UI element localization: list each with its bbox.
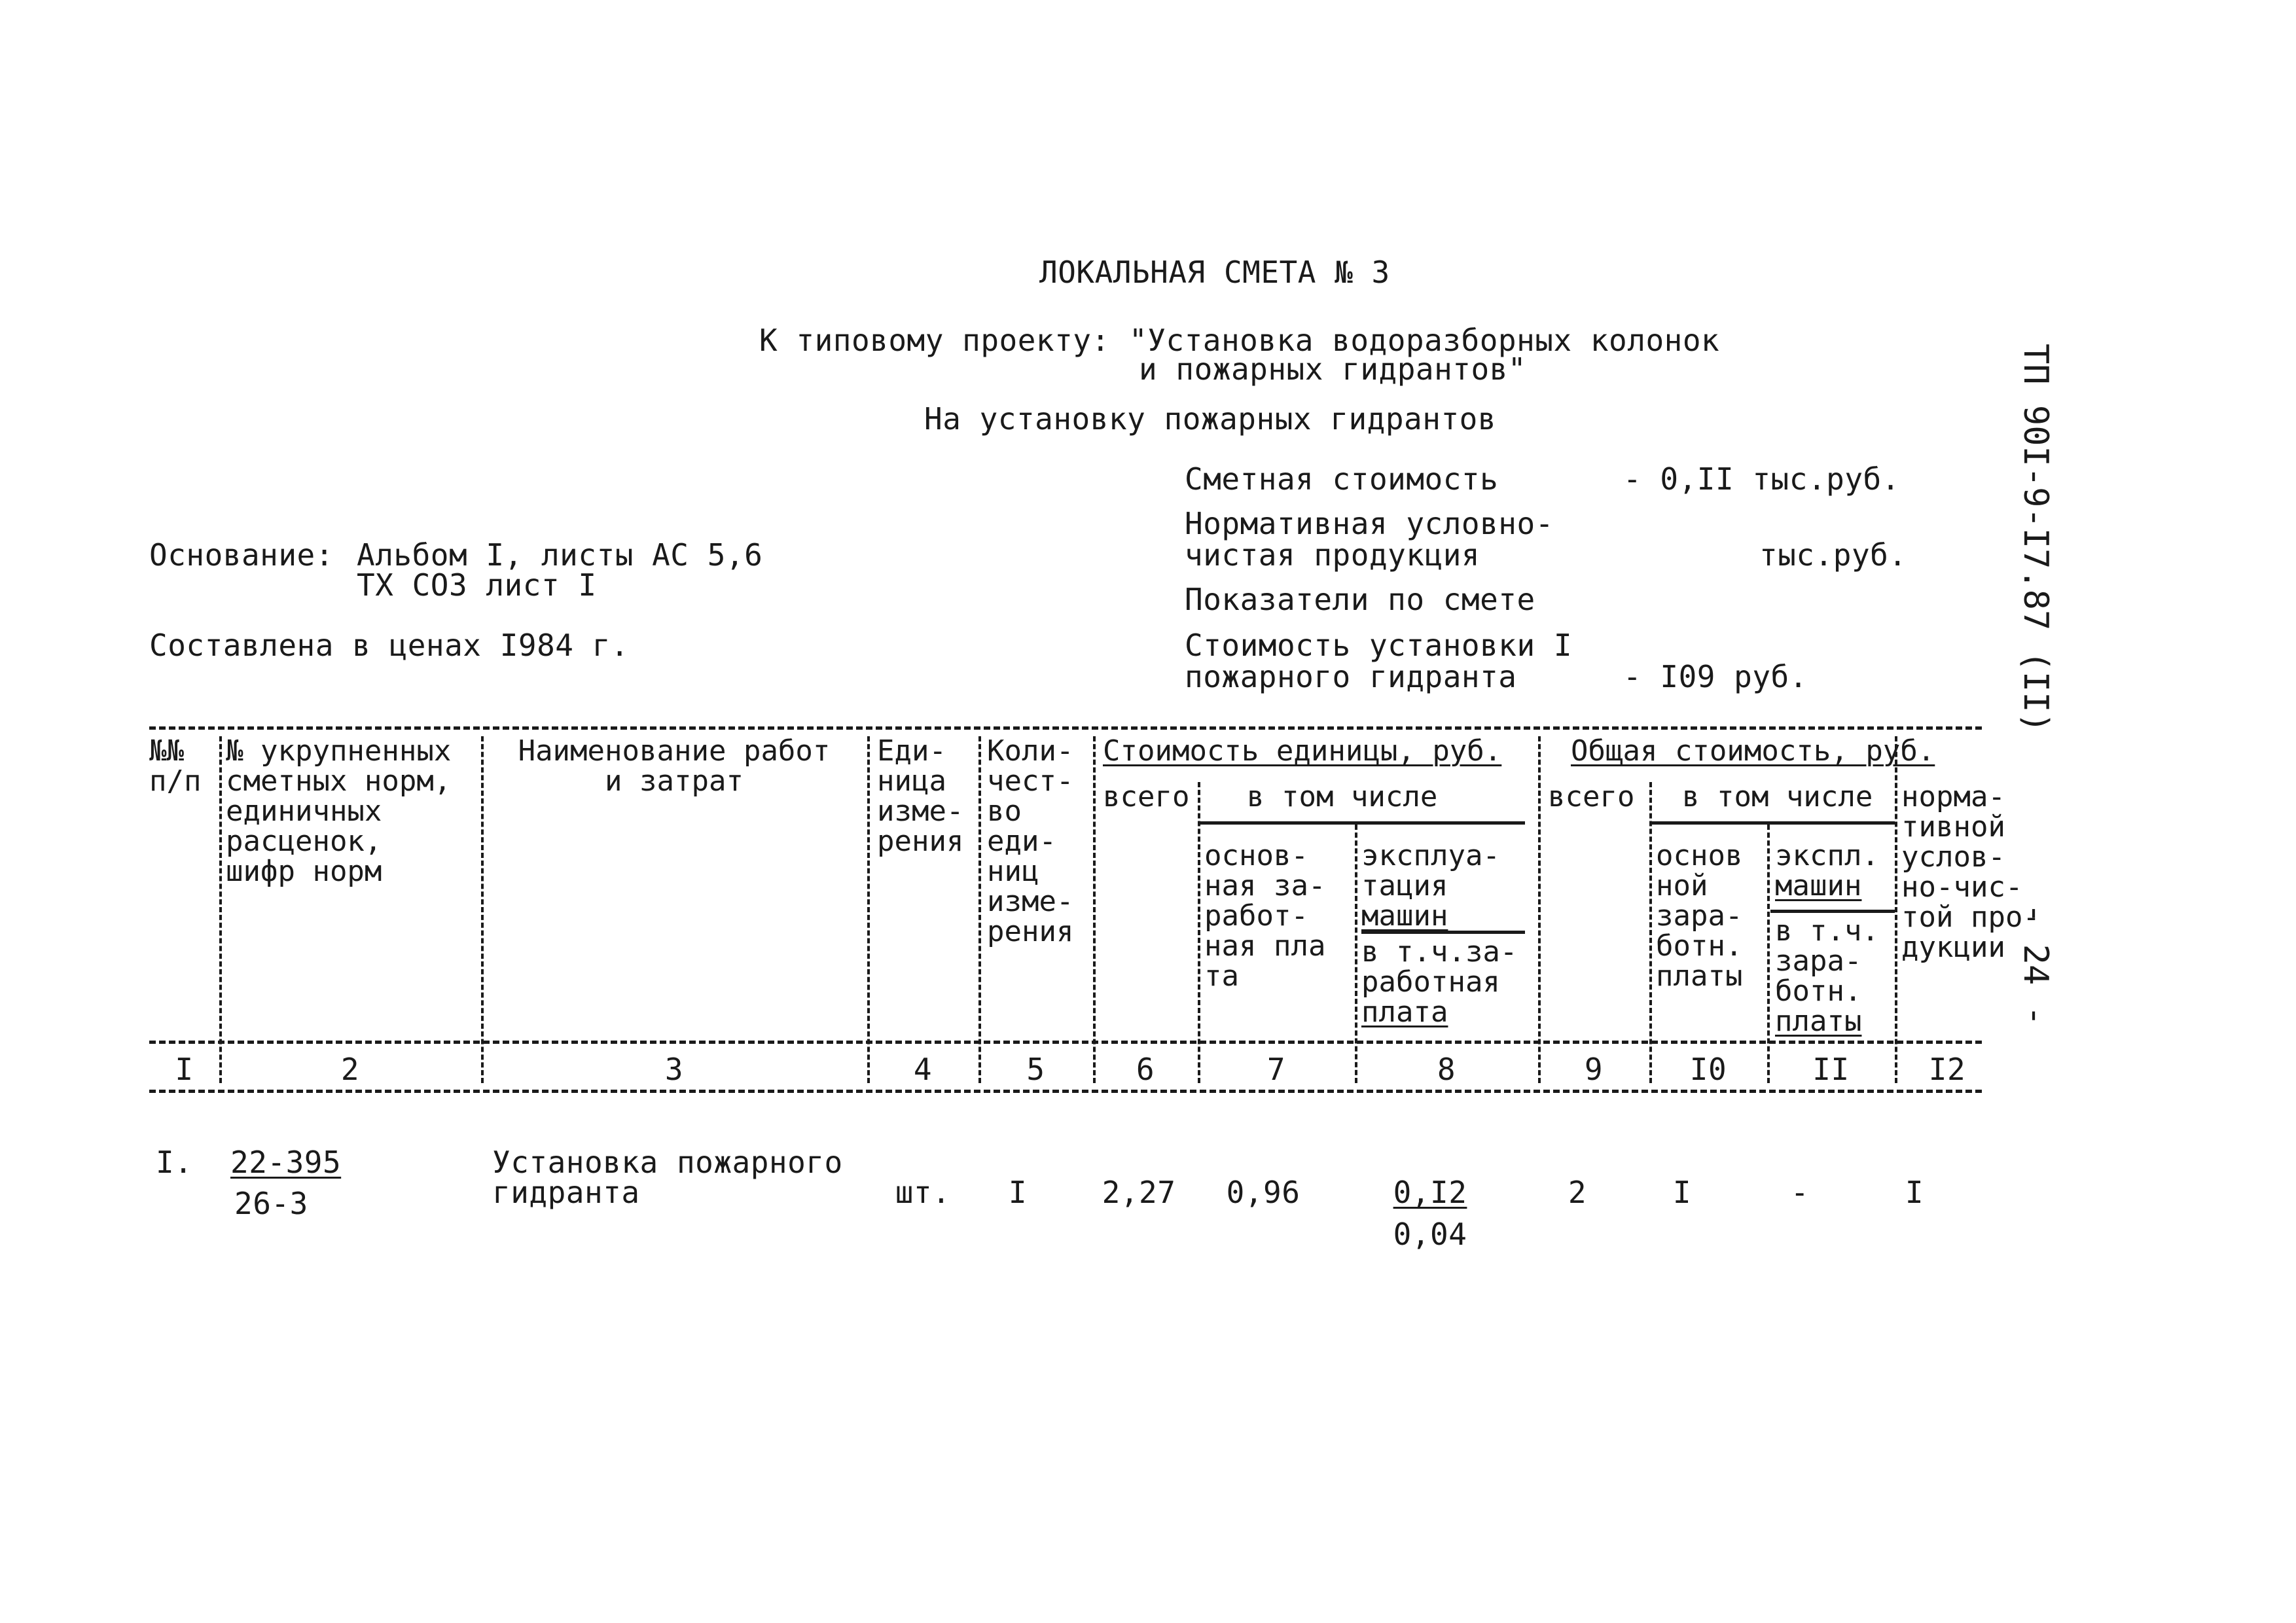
col-number-2: 2 — [340, 1052, 360, 1087]
project-name-line1: "Установка водоразборных колонок — [1129, 323, 1720, 358]
col11-header-bottom: в т.ч. зара- ботн. платы — [1775, 914, 1879, 1038]
col-sep-11 — [1895, 736, 1897, 1083]
document-code: ТП 90I-9-I7.87 (II) — [2016, 344, 2055, 733]
basis-line1: Альбом I, листы АС 5,6 — [357, 537, 763, 573]
table-header-bottom-border — [149, 1041, 1982, 1044]
project-name-line2: и пожарных гидрантов" — [1139, 351, 1527, 387]
col-number-5: 5 — [1026, 1052, 1045, 1087]
col-number-12: I2 — [1928, 1052, 1966, 1087]
row-unit-total: 2,27 — [1102, 1175, 1176, 1210]
row-unit-machines: 0,I2 — [1393, 1175, 1467, 1210]
col-sep-3 — [867, 736, 870, 1083]
indicators-label: Показатели по смете — [1185, 582, 1535, 617]
page-number: - 24 - — [2016, 903, 2055, 1026]
table-top-border — [149, 726, 1982, 730]
col11-header-top: экспл. машин — [1775, 839, 1879, 902]
project-label: К типовому проекту: — [759, 323, 1110, 358]
row-unit: шт. — [895, 1175, 951, 1210]
col-sep-7 — [1355, 825, 1357, 1083]
col-number-8: 8 — [1437, 1052, 1456, 1087]
total-machines-split-line — [1770, 910, 1895, 913]
col12-header: норма- тивной услов- но-чис- той про- дукции — [1901, 780, 2040, 964]
col-number-7: 7 — [1266, 1052, 1286, 1087]
col-sep-5 — [1093, 736, 1096, 1083]
basis-label: Основание: — [149, 537, 334, 573]
col-number-4: 4 — [913, 1052, 933, 1087]
col-sep-8 — [1538, 736, 1541, 1083]
col-number-10: I0 — [1689, 1052, 1727, 1087]
col-sep-2 — [481, 736, 484, 1083]
col-number-9: 9 — [1584, 1052, 1604, 1087]
col9-header: всего — [1548, 780, 1635, 813]
col3-header: Наименование работ и затрат — [518, 734, 831, 798]
col-sep-6 — [1198, 782, 1200, 1083]
document-title: ЛОКАЛЬНАЯ СМЕТА № 3 — [1039, 255, 1390, 290]
net-product-label-line1: Нормативная условно- — [1185, 506, 1554, 541]
col8-header-bottom: в т.ч.за- работная плата — [1361, 935, 1518, 1029]
row-net-product: I — [1905, 1175, 1924, 1210]
row-total-machines: - — [1790, 1175, 1810, 1210]
row-unit-wage: 0,96 — [1226, 1175, 1300, 1210]
basis-line2: ТХ СОЗ лист I — [357, 567, 597, 603]
net-product-unit: тыс.руб. — [1759, 537, 1907, 573]
estimate-cost-label: Сметная стоимость — [1185, 461, 1499, 497]
install-cost-label-line1: Стоимость установки I — [1185, 628, 1573, 663]
col-sep-10 — [1767, 825, 1770, 1083]
total-in-that-number: в том числе — [1682, 780, 1873, 813]
col10-header: основ ной зара- ботн. платы — [1656, 839, 1743, 993]
row-norm-sub: 26-3 — [234, 1186, 308, 1221]
col-number-6: 6 — [1136, 1052, 1155, 1087]
install-cost-value: - I09 руб. — [1623, 659, 1808, 694]
row-unit-machines-wage: 0,04 — [1393, 1217, 1467, 1252]
col5-header: Коли- чест- во еди- ниц изме- рения — [987, 734, 1074, 948]
row-quantity: I — [1008, 1175, 1028, 1210]
row-number: I. — [156, 1145, 193, 1180]
col-sep-4 — [978, 736, 981, 1083]
col8-header-top: эксплуа- тация машин — [1361, 839, 1500, 933]
unit-cost-subgroup-line — [1198, 821, 1525, 825]
col-sep-1 — [219, 736, 222, 1083]
total-cost-group-header: Общая стоимость, руб. — [1571, 734, 1935, 768]
estimate-cost-value: - 0,II тыс.руб. — [1623, 461, 1900, 497]
row-name-line2: гидранта — [492, 1175, 640, 1210]
col1-header: №№ п/п — [149, 734, 202, 798]
prices-note: Составлена в ценах I984 г. — [149, 628, 630, 663]
col-number-3: 3 — [664, 1052, 684, 1087]
row-norm-code: 22-395 — [230, 1145, 342, 1180]
net-product-label-line2: чистая продукция — [1185, 537, 1480, 573]
table-numbers-bottom-border — [149, 1090, 1982, 1093]
col4-header: Еди- ница изме- рения — [877, 734, 964, 858]
unit-in-that-number: в том числе — [1247, 780, 1438, 813]
col7-header: основ- ная за- работ- ная пла та — [1204, 839, 1326, 993]
estimate-subject: На установку пожарных гидрантов — [924, 401, 1497, 437]
total-cost-subgroup-line — [1649, 821, 1895, 825]
col-number-11: II — [1812, 1052, 1850, 1087]
row-total-wage: I — [1672, 1175, 1692, 1210]
col2-header: № укрупненных сметных норм, единичных расценок, шифр норм — [226, 734, 452, 888]
row-name-line1: Установка пожарного — [492, 1145, 843, 1180]
install-cost-label-line2: пожарного гидранта — [1185, 659, 1517, 694]
col-sep-9 — [1649, 782, 1652, 1083]
unit-cost-group-header: Стоимость единицы, руб. — [1103, 734, 1502, 768]
col6-header: всего — [1103, 780, 1190, 813]
col-number-1: I — [175, 1052, 194, 1087]
row-total: 2 — [1568, 1175, 1587, 1210]
